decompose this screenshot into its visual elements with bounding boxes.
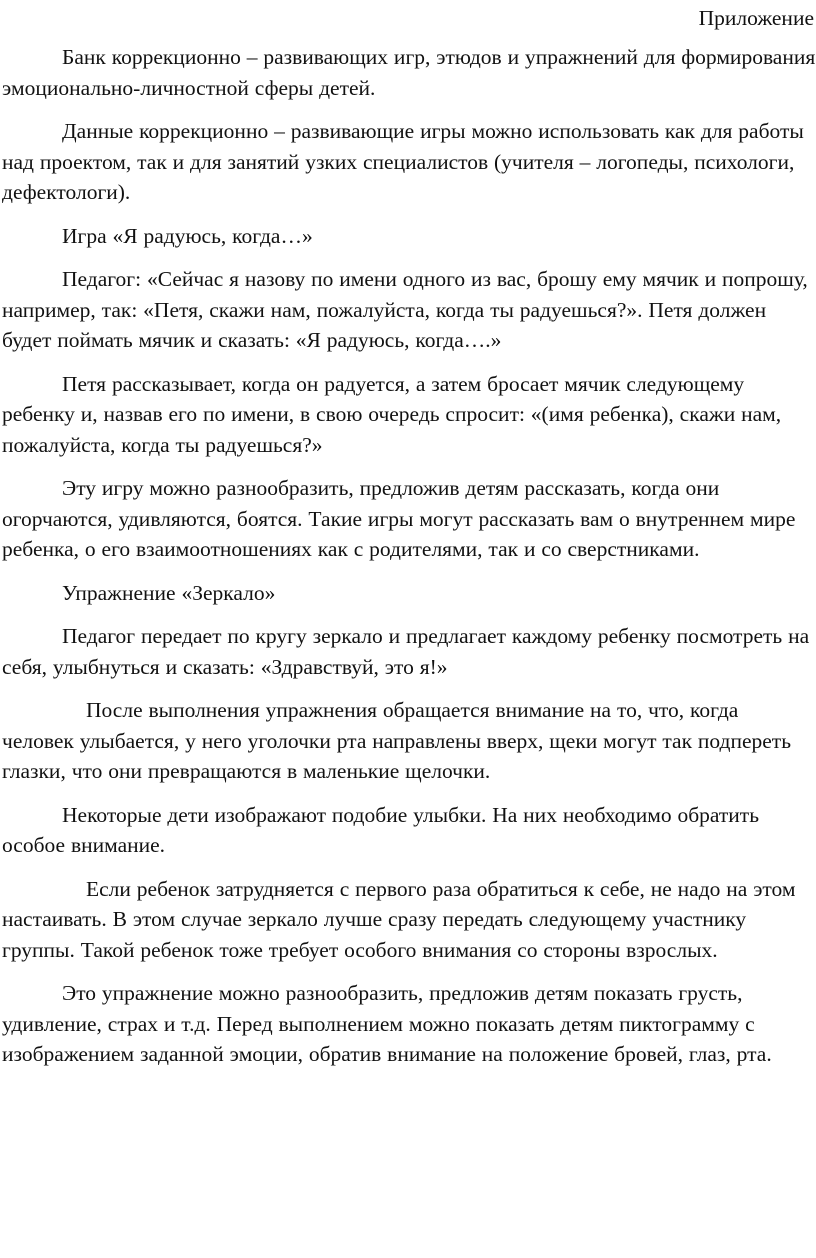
- paragraph-exercise-some-children: Некоторые дети изображают подобие улыбки. На них необходимо обратить особое внимание.: [2, 802, 759, 857]
- appendix-label: Приложение: [698, 6, 814, 30]
- paragraph-exercise-after: После выполнения упражнения обращается внимание на то, что, когда человек улыбается, у него уголочки рта направлены вверх, щеки могут так подпереть глазки, что они превращаются в маленькие щелочки.: [2, 698, 792, 783]
- paragraph-game-teacher: Педагог: «Сейчас я назову по имени одного из вас, брошу ему мячик и попрошу, например, так: «Петя, скажи нам, пожалуйста, когда ты радуешься?». Петя должен будет поймать мячик и сказать: «Я радуюсь, когда….»: [2, 267, 808, 352]
- exercise-title: Упражнение «Зеркало»: [62, 580, 276, 605]
- game-title: Игра «Я радуюсь, когда…»: [62, 223, 313, 248]
- paragraph-intro-usage: Данные коррекционно – развивающие игры можно использовать как для работы над проектом, так и для занятий узких специалистов (учителя – логопеды, психологи, дефектологи).: [2, 119, 804, 204]
- paragraph-exercise-mirror: Педагог передает по кругу зеркало и предлагает каждому ребенку посмотреть на себя, улыбнуться и сказать: «Здравствуй, это я!»: [2, 624, 810, 679]
- paragraph-exercise-difficulty: Если ребенок затрудняется с первого раза обратиться к себе, не надо на этом настаивать. В этом случае зеркало лучше сразу передать следующему участнику группы. Такой ребенок тоже требует особого внимания со стороны взрослых.: [2, 876, 796, 962]
- paragraph-game-variation: Эту игру можно разнообразить, предложив детям рассказать, когда они огорчаются, удивляются, боятся. Такие игры могут рассказать вам о внутреннем мире ребенка, о его взаимоотношениях как с родителями, так и со сверстниками.: [2, 476, 796, 561]
- paragraph-game-petya: Петя рассказывает, когда он радуется, а затем бросает мячик следующему ребенку и, назвав его по имени, в свою очередь спросит: «(имя ребенка), скажи нам, пожалуйста, когда ты радуешься?»: [2, 371, 782, 457]
- document-body: [0, 42, 816, 1083]
- paragraph-intro-title: Банк коррекционно – развивающих игр, этюдов и упражнений для формирования эмоционально-личностной сферы детей.: [2, 45, 816, 100]
- paragraph-exercise-variation: Это упражнение можно разнообразить, предложив детям показать грусть, удивление, страх и т.д. Перед выполнением можно показать детям пиктограмму с изображением заданной эмоции, обратив внимание на положение бровей, глаз, рта.: [2, 981, 772, 1066]
